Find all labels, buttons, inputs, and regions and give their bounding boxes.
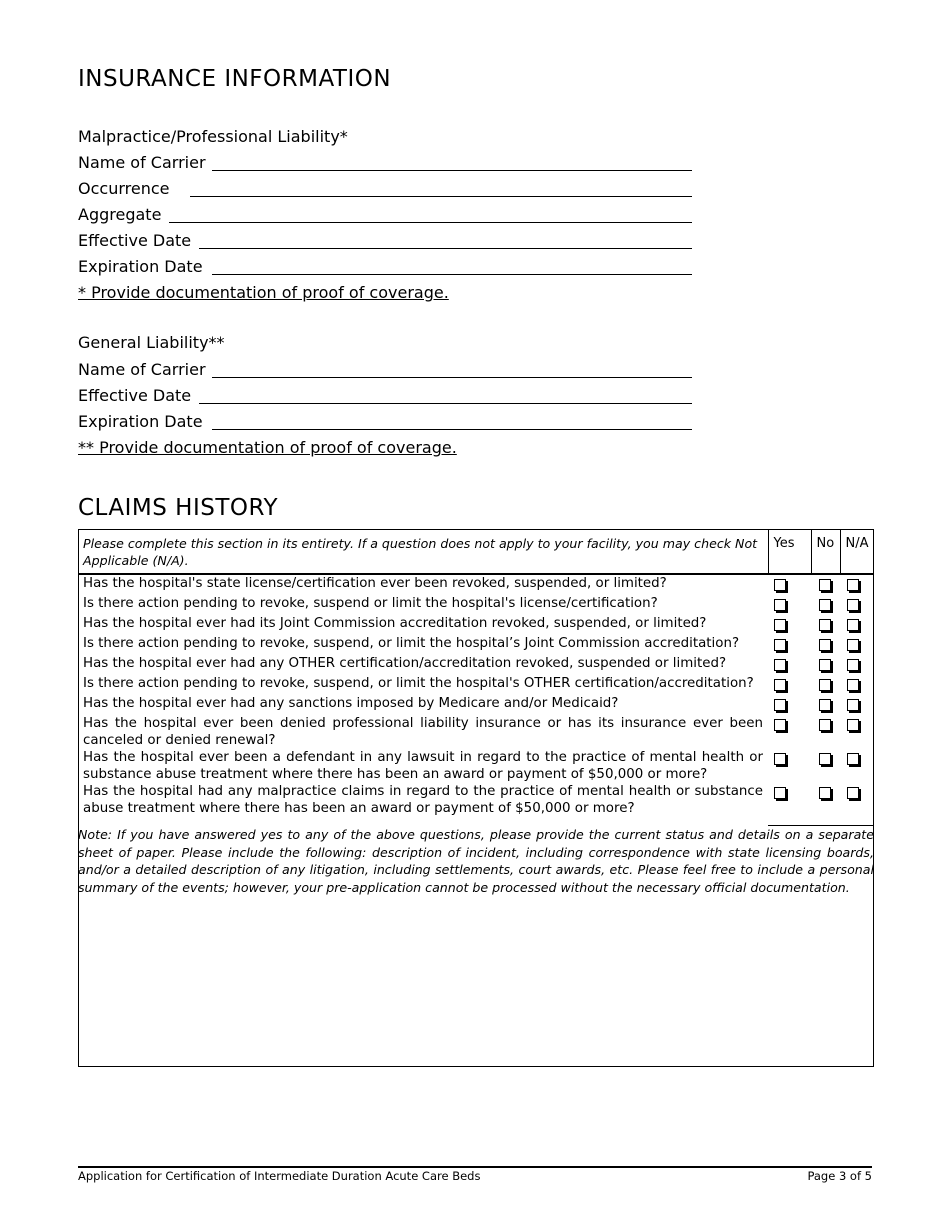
malpractice-aggregate-input[interactable]	[169, 222, 692, 223]
checkbox-yes[interactable]	[774, 639, 786, 651]
checkbox-no[interactable]	[819, 659, 831, 671]
malpractice-expiration-label: Expiration Date	[78, 257, 203, 276]
general-expiration-input[interactable]	[212, 429, 692, 430]
footer-page-number: Page 3 of 5	[807, 1169, 872, 1183]
general-carrier-input[interactable]	[212, 377, 692, 378]
malpractice-effective-field	[78, 231, 694, 253]
malpractice-carrier-input[interactable]	[212, 170, 692, 171]
checkbox-no[interactable]	[819, 753, 831, 765]
malpractice-expiration-field	[78, 257, 694, 279]
claims-question-text: Has the hospital ever been denied professional liability insurance or has its insurance ever been canceled or denied renewal?	[83, 716, 763, 748]
claims-question-row	[78, 695, 874, 715]
checkbox-yes[interactable]	[774, 619, 786, 631]
column-yes-header: Yes	[768, 529, 811, 574]
checkbox-yes[interactable]	[774, 679, 786, 691]
claims-header-row	[78, 529, 874, 574]
general-proof-note: ** Provide documentation of proof of coverage.	[78, 438, 457, 457]
malpractice-occurrence-label: Occurrence	[78, 179, 170, 198]
checkbox-yes[interactable]	[774, 753, 786, 765]
checkbox-yes[interactable]	[774, 599, 786, 611]
checkbox-no[interactable]	[819, 787, 831, 799]
column-na-header: N/A	[840, 529, 874, 574]
claims-table	[78, 529, 874, 896]
general-liability-heading: General Liability**	[78, 333, 225, 352]
malpractice-occurrence-field	[78, 179, 694, 201]
checkbox-no[interactable]	[819, 639, 831, 651]
footer-document-title: Application for Certification of Intermediate Duration Acute Care Beds	[78, 1169, 481, 1183]
claims-question-row	[78, 749, 874, 783]
claims-question-row	[78, 635, 874, 655]
general-carrier-field	[78, 360, 694, 382]
checkbox-no[interactable]	[819, 579, 831, 591]
checkbox-na[interactable]	[847, 639, 859, 651]
column-no-header: No	[811, 529, 840, 574]
general-expiration-label: Expiration Date	[78, 412, 203, 431]
claims-instructions: Please complete this section in its entirety. If a question does not apply to your facility, you may check Not Applicable (N/A).	[78, 529, 768, 574]
checkbox-no[interactable]	[819, 619, 831, 631]
checkbox-no[interactable]	[819, 679, 831, 691]
general-carrier-label: Name of Carrier	[78, 360, 206, 379]
claims-question-text: Has the hospital ever had any sanctions imposed by Medicare and/or Medicaid?	[83, 696, 619, 711]
claims-question-row	[78, 715, 874, 749]
claims-question-text: Has the hospital had any malpractice claims in regard to the practice of mental health or substance abuse treatment where there has been an award or payment of $50,000 or more?	[83, 784, 763, 816]
checkbox-yes[interactable]	[774, 659, 786, 671]
checkbox-na[interactable]	[847, 619, 859, 631]
general-effective-label: Effective Date	[78, 386, 192, 405]
claims-question-row	[78, 675, 874, 695]
checkbox-na[interactable]	[847, 599, 859, 611]
checkbox-na[interactable]	[847, 579, 859, 591]
claims-question-text: Has the hospital ever had any OTHER certification/accreditation revoked, suspended or limited?	[83, 656, 727, 671]
malpractice-effective-input[interactable]	[199, 248, 692, 249]
checkbox-yes[interactable]	[774, 719, 786, 731]
checkbox-yes[interactable]	[774, 787, 786, 799]
claims-question-text: Is there action pending to revoke, suspend or limit the hospital's license/certification?	[83, 596, 658, 611]
insurance-title: INSURANCE INFORMATION	[78, 66, 392, 92]
checkbox-na[interactable]	[847, 679, 859, 691]
claims-question-row	[78, 595, 874, 615]
general-expiration-field	[78, 412, 694, 434]
claims-question-row	[78, 655, 874, 675]
footer-divider	[78, 1166, 872, 1168]
checkbox-yes[interactable]	[774, 579, 786, 591]
malpractice-effective-label: Effective Date	[78, 231, 192, 250]
claims-question-text: Is there action pending to revoke, suspend, or limit the hospital’s Joint Commission accreditation?	[83, 636, 740, 651]
malpractice-heading: Malpractice/Professional Liability*	[78, 127, 348, 146]
general-effective-input[interactable]	[199, 403, 692, 404]
general-effective-field	[78, 386, 694, 408]
malpractice-proof-note: * Provide documentation of proof of coverage.	[78, 283, 449, 302]
claims-question-text: Has the hospital's state license/certification ever been revoked, suspended, or limited?	[83, 576, 667, 591]
malpractice-expiration-input[interactable]	[212, 274, 692, 275]
claims-question-text: Is there action pending to revoke, suspend, or limit the hospital's OTHER certification/accreditation?	[83, 676, 754, 691]
claims-question-text: Has the hospital ever been a defendant in any lawsuit in regard to the practice of mental health or substance abuse treatment where there has been an award or payment of $50,000 or more?	[83, 750, 763, 782]
checkbox-na[interactable]	[847, 699, 859, 711]
checkbox-na[interactable]	[847, 719, 859, 731]
malpractice-aggregate-label: Aggregate	[78, 205, 162, 224]
claims-question-row	[78, 615, 874, 635]
checkbox-na[interactable]	[847, 753, 859, 765]
claims-question-row	[78, 783, 874, 817]
claims-title: CLAIMS HISTORY	[78, 495, 279, 521]
checkbox-yes[interactable]	[774, 699, 786, 711]
checkbox-na[interactable]	[847, 659, 859, 671]
claims-note: Note: If you have answered yes to any of the above questions, please provide the current status and details on a separate sheet of paper. Please include the following: description of incident, including correspondence with state licensing boards, and/or a detailed description of any litigation, including settlements, court awards, etc. Please feel free to include a personal summary of the events; however, your pre-application cannot be processed without the necessary official documentation.	[78, 827, 874, 895]
checkbox-na[interactable]	[847, 787, 859, 799]
checkbox-no[interactable]	[819, 699, 831, 711]
checkbox-no[interactable]	[819, 599, 831, 611]
checkbox-no[interactable]	[819, 719, 831, 731]
malpractice-carrier-label: Name of Carrier	[78, 153, 206, 172]
malpractice-aggregate-field	[78, 205, 694, 227]
claims-question-row	[78, 574, 874, 595]
malpractice-carrier-field	[78, 153, 694, 175]
claims-question-text: Has the hospital ever had its Joint Commission accreditation revoked, suspended, or limited?	[83, 616, 707, 631]
malpractice-occurrence-input[interactable]	[190, 196, 692, 197]
